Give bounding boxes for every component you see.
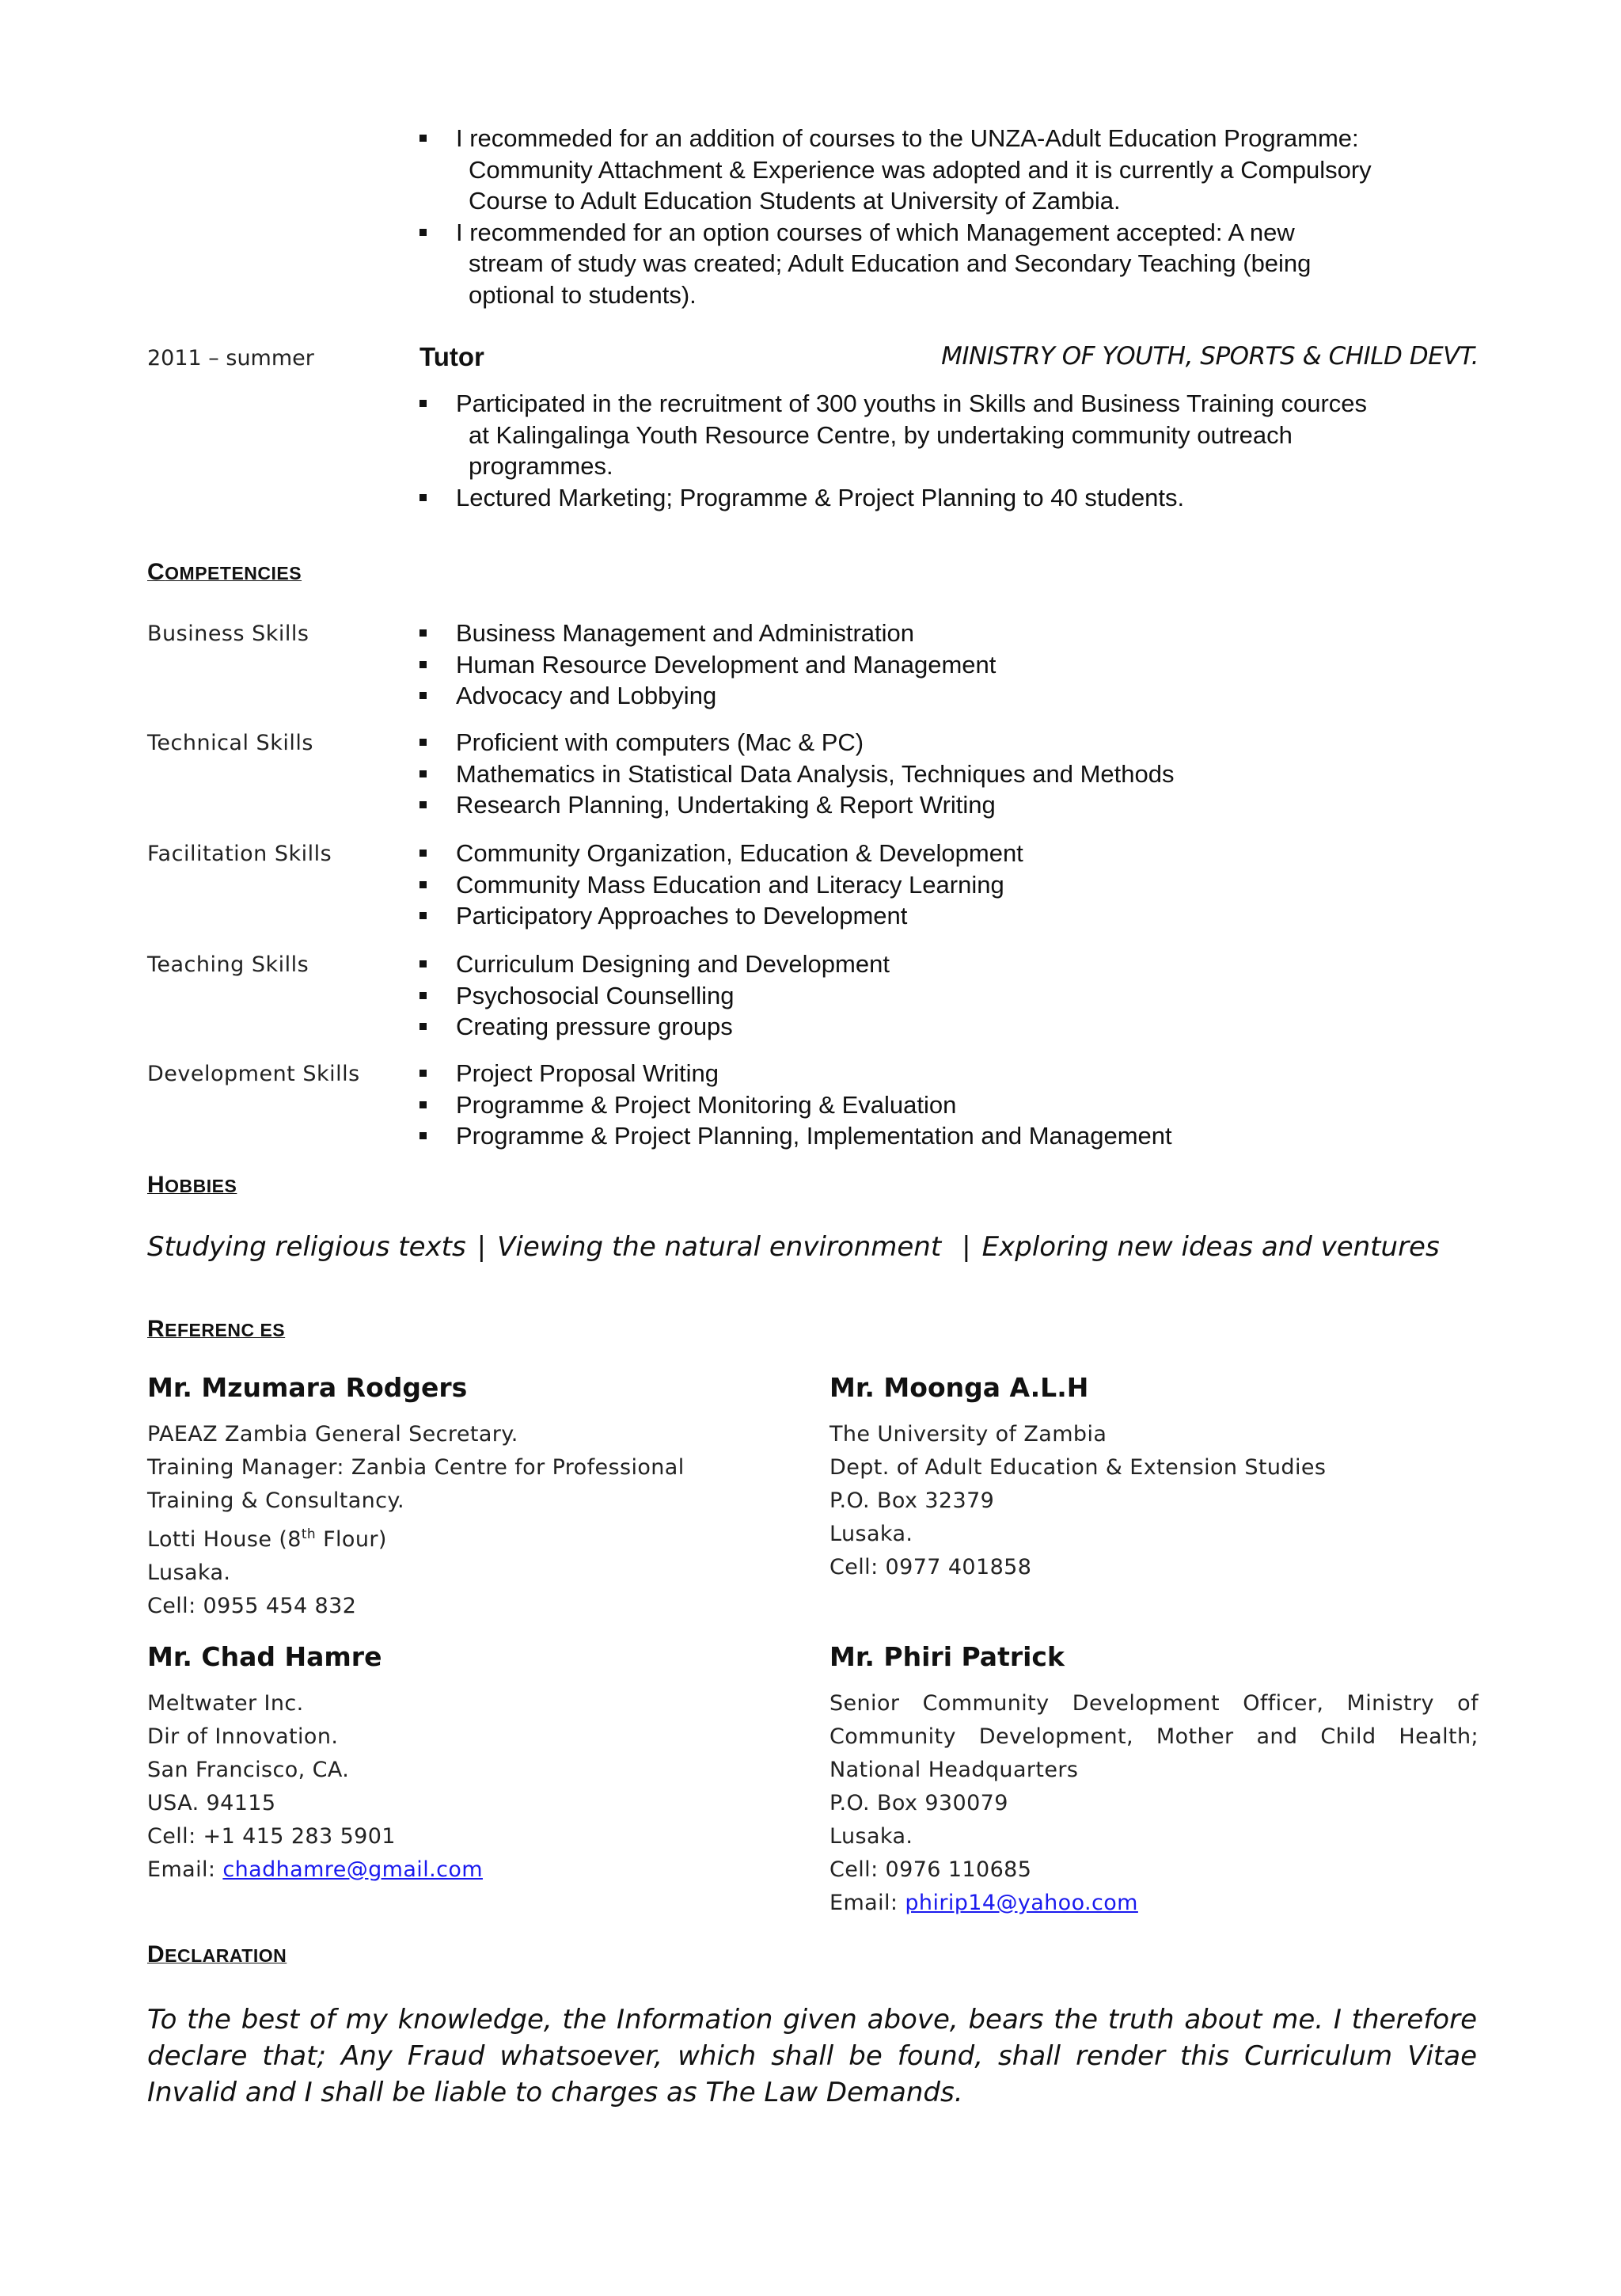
list-item: Project Proposal Writing xyxy=(419,1058,1480,1089)
reference-card xyxy=(147,1641,796,1887)
reference-line: Lotti House (8th Flour) xyxy=(147,1526,387,1552)
reference-line: Dept. of Adult Education & Extension Studies xyxy=(829,1455,1327,1480)
list-item: Psychosocial Counselling xyxy=(419,980,1480,1012)
bullet-icon xyxy=(419,494,427,501)
hobby-separator: | xyxy=(962,1231,971,1263)
list-item: I recommended for an option courses of which Management accepted: A new stream of study was created; Adult Education and Secondary Teaching (being optional to students). xyxy=(419,217,1480,311)
bullet-icon xyxy=(419,229,427,236)
list-item: Mathematics in Statistical Data Analysis, Techniques and Methods xyxy=(419,758,1480,790)
reference-line: Dir of Innovation. xyxy=(147,1724,339,1749)
reference-details xyxy=(829,1687,1479,1920)
list-item: Community Organization, Education & Development xyxy=(419,838,1480,869)
bullet-icon xyxy=(419,801,427,808)
bullet-icon xyxy=(419,960,427,967)
competencies-heading: COMPETENCIES xyxy=(147,559,302,585)
reference-line: Email: phirip14@yahoo.com xyxy=(829,1891,1138,1915)
competency-label: Teaching Skills xyxy=(147,952,309,977)
hobbies-heading: HOBBIES xyxy=(147,1172,237,1198)
reference-line: Community Development, Mother and Child Health; xyxy=(829,1724,1479,1749)
reference-line: Lusaka. xyxy=(829,1824,913,1849)
list-item: Participated in the recruitment of 300 youths in Skills and Business Training cources at Kalingalinga Youth Resource Centre, by undertaking community outreach programmes. xyxy=(419,388,1480,482)
hobby-item: Exploring new ideas and ventures xyxy=(981,1231,1440,1263)
hobbies-line xyxy=(147,1231,1440,1263)
bullet-icon xyxy=(419,992,427,999)
bullet-icon xyxy=(419,1023,427,1030)
email-link[interactable]: chadhamre@gmail.com xyxy=(222,1857,483,1882)
reference-line: Lusaka. xyxy=(829,1522,913,1546)
list-item: Creating pressure groups xyxy=(419,1011,1480,1043)
reference-details xyxy=(147,1418,796,1623)
job-date: 2011 – summer xyxy=(147,346,314,371)
job-organization: MINISTRY OF YOUTH, SPORTS & CHILD DEVT. xyxy=(941,342,1479,371)
bullet-icon xyxy=(419,770,427,777)
reference-card xyxy=(829,1372,1479,1584)
reference-line: P.O. Box 930079 xyxy=(829,1791,1008,1815)
reference-line: Senior Community Development Officer, Ministry of xyxy=(829,1691,1479,1716)
reference-name: Mr. Mzumara Rodgers xyxy=(147,1372,468,1403)
competency-label: Facilitation Skills xyxy=(147,842,332,866)
bullet-icon xyxy=(419,1101,427,1108)
reference-line: Training & Consultancy. xyxy=(147,1488,404,1513)
competency-list xyxy=(419,948,1480,1043)
bullet-icon xyxy=(419,912,427,919)
list-item: Programme & Project Planning, Implementation and Management xyxy=(419,1120,1480,1152)
competency-list xyxy=(419,618,1480,712)
declaration-text: To the best of my knowledge, the Information given above, bears the truth about me. I therefore declare that; Any Fraud whatsoever, which shall be found, shall render this Curriculum Vitae Invalid and I shall be liable to charges as The Law Demands. xyxy=(147,2004,1477,2108)
reference-name: Mr. Chad Hamre xyxy=(147,1641,382,1672)
list-item: Advocacy and Lobbying xyxy=(419,680,1480,712)
email-link[interactable]: phirip14@yahoo.com xyxy=(905,1891,1138,1915)
reference-line: San Francisco, CA. xyxy=(147,1758,350,1782)
reference-line: Cell: +1 415 283 5901 xyxy=(147,1824,396,1849)
list-item: Curriculum Designing and Development xyxy=(419,948,1480,980)
reference-line: Cell: 0977 401858 xyxy=(829,1555,1032,1579)
bullet-icon xyxy=(419,400,427,407)
competency-label: Technical Skills xyxy=(147,731,313,755)
reference-name: Mr. Phiri Patrick xyxy=(829,1641,1065,1672)
experience-bullets xyxy=(419,123,1480,310)
reference-name: Mr. Moonga A.L.H xyxy=(829,1372,1089,1403)
bullet-icon xyxy=(419,739,427,746)
reference-line: National Headquarters xyxy=(829,1758,1079,1782)
reference-line: Email: chadhamre@gmail.com xyxy=(147,1857,483,1882)
reference-line: Training Manager: Zanbia Centre for Professional xyxy=(147,1455,685,1480)
reference-line: The University of Zambia xyxy=(829,1422,1107,1446)
bullet-icon xyxy=(419,1132,427,1139)
reference-line: P.O. Box 32379 xyxy=(829,1488,995,1513)
list-item: Business Management and Administration xyxy=(419,618,1480,649)
references-heading: REFERENC ES xyxy=(147,1316,286,1342)
bullet-icon xyxy=(419,881,427,888)
reference-card xyxy=(829,1641,1479,1920)
job-title: Tutor xyxy=(419,342,484,371)
list-item: Programme & Project Monitoring & Evaluation xyxy=(419,1089,1480,1121)
bullet-icon xyxy=(419,1070,427,1077)
reference-card xyxy=(147,1372,796,1623)
hobby-item: Viewing the natural environment xyxy=(497,1231,942,1263)
competency-label: Development Skills xyxy=(147,1062,360,1086)
reference-details xyxy=(147,1687,796,1887)
bullet-icon xyxy=(419,135,427,142)
declaration-heading: DECLARATION xyxy=(147,1941,287,1967)
reference-line: USA. 94115 xyxy=(147,1791,276,1815)
job-bullets xyxy=(419,388,1480,513)
bullet-icon xyxy=(419,692,427,699)
competency-list xyxy=(419,838,1480,932)
list-item: Research Planning, Undertaking & Report Writing xyxy=(419,789,1480,821)
bullet-icon xyxy=(419,629,427,637)
reference-line: Lusaka. xyxy=(147,1560,231,1585)
reference-line: Meltwater Inc. xyxy=(147,1691,304,1716)
competency-list xyxy=(419,727,1480,821)
list-item: Proficient with computers (Mac & PC) xyxy=(419,727,1480,758)
reference-details xyxy=(829,1418,1479,1584)
list-item: Human Resource Development and Management xyxy=(419,649,1480,681)
reference-line: Cell: 0955 454 832 xyxy=(147,1594,357,1618)
reference-line: Cell: 0976 110685 xyxy=(829,1857,1032,1882)
hobby-separator: | xyxy=(476,1231,487,1263)
competency-list xyxy=(419,1058,1480,1152)
bullet-icon xyxy=(419,661,427,668)
list-item: Lectured Marketing; Programme & Project Planning to 40 students. xyxy=(419,482,1480,514)
bullet-icon xyxy=(419,850,427,857)
hobby-item: Studying religious texts xyxy=(147,1231,466,1263)
reference-line: PAEAZ Zambia General Secretary. xyxy=(147,1422,518,1446)
competency-label: Business Skills xyxy=(147,622,309,646)
list-item: Community Mass Education and Literacy Learning xyxy=(419,869,1480,901)
list-item: I recommeded for an addition of courses to the UNZA-Adult Education Programme: Community Attachment & Experience was adopted and it is currently a Compulsory Course to Adult Education Students at University of Zambia. xyxy=(419,123,1480,217)
list-item: Participatory Approaches to Development xyxy=(419,900,1480,932)
